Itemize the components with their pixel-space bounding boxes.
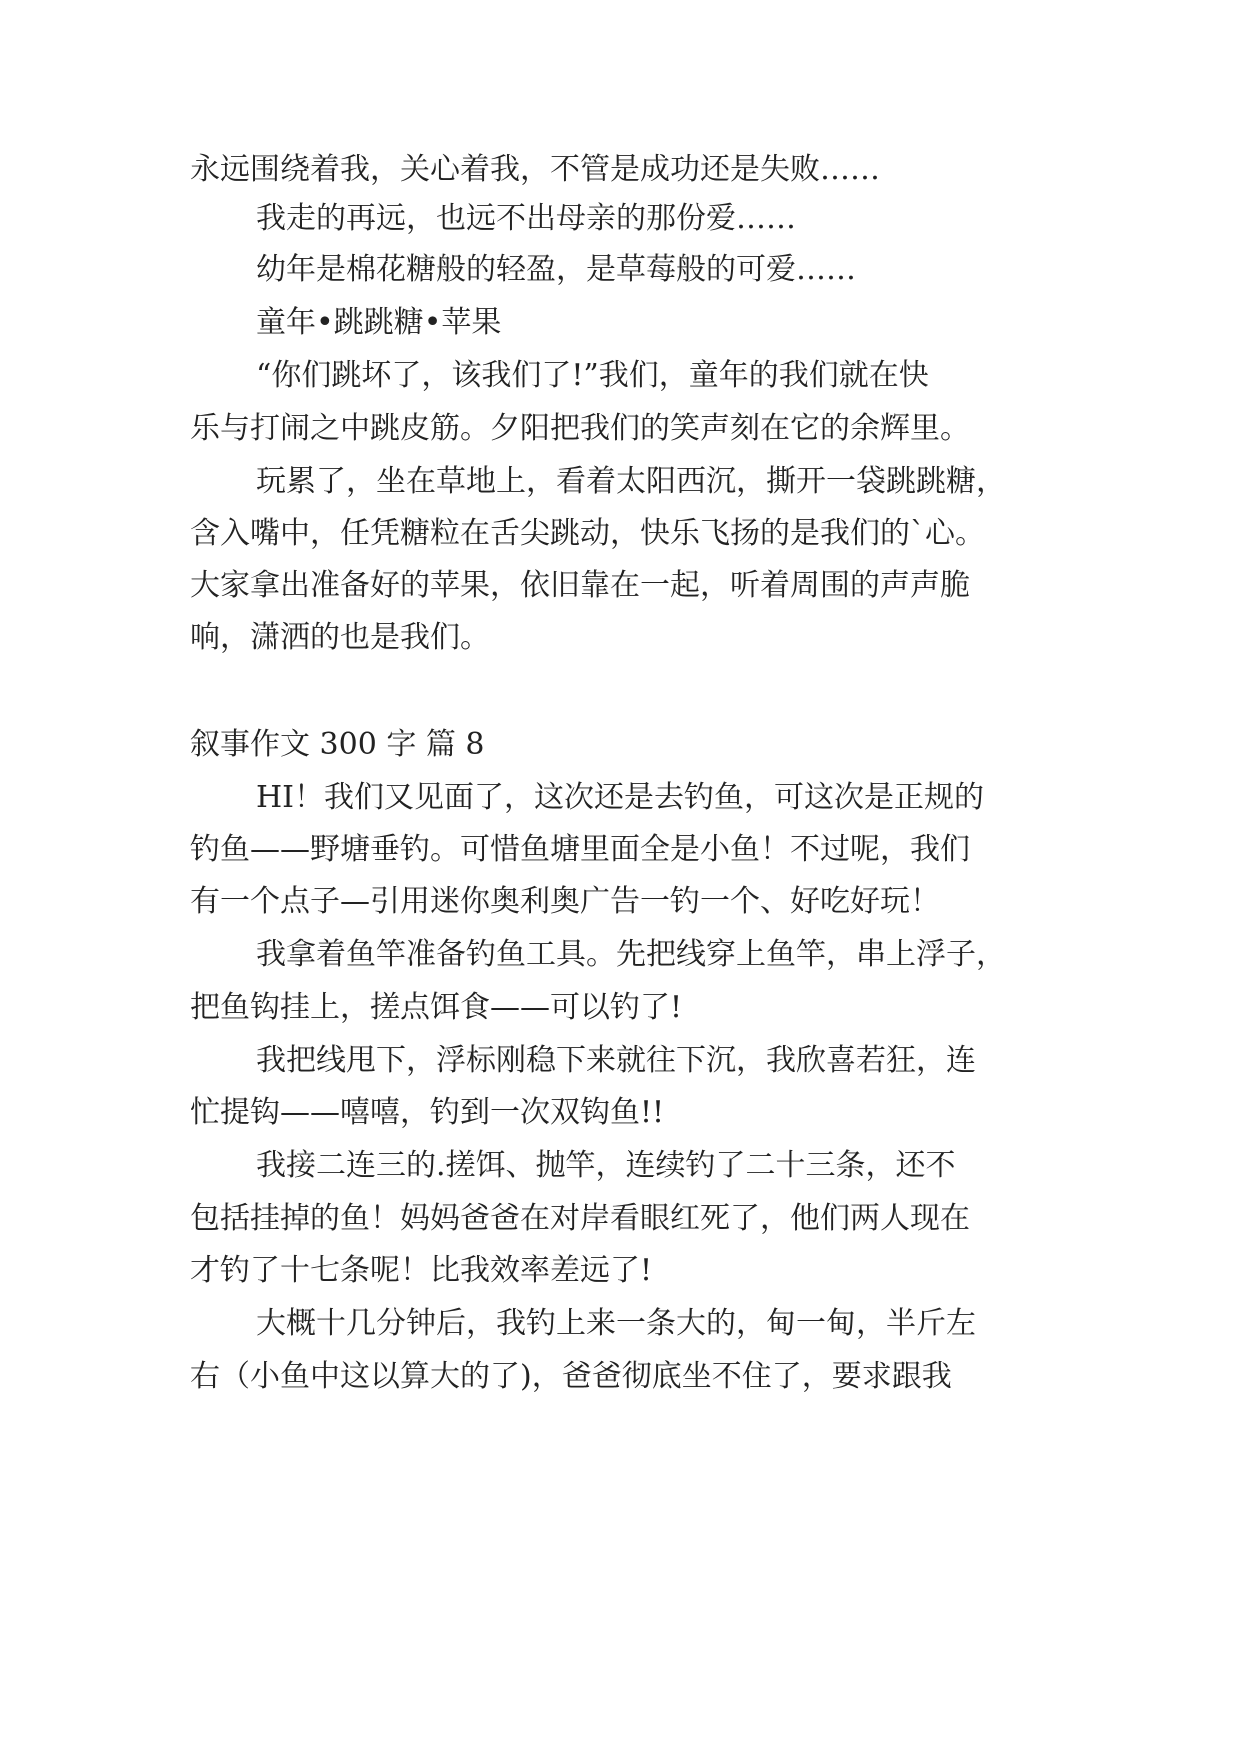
text-line: 我把线甩下，浮标刚稳下来就往下沉，我欣喜若狂，连 <box>256 1043 976 1078</box>
text-line: 响，潇洒的也是我们。 <box>190 620 490 655</box>
text-line: 忙提钩——嘻嘻，钓到一次双钩鱼!! <box>190 1095 665 1130</box>
text-line: 含入嘴中，任凭糖粒在舌尖跳动，快乐飞扬的是我们的`心。 <box>190 516 985 551</box>
text-line: 有一个点子—引用迷你奥利奥广告一钓一个、好吃好玩！ <box>190 884 940 919</box>
text-line: 我拿着鱼竿准备钓鱼工具。先把线穿上鱼竿，串上浮子， <box>256 937 1006 972</box>
text-line: 把鱼钩挂上，搓点饵食——可以钓了! <box>190 990 683 1025</box>
text-line: 大概十几分钟后，我钓上来一条大的，甸一甸，半斤左 <box>256 1306 976 1341</box>
text-line: HI！我们又见面了，这次还是去钓鱼，可这次是正规的 <box>256 780 985 815</box>
text-line: 玩累了，坐在草地上，看着太阳西沉，撕开一袋跳跳糖， <box>256 464 1006 499</box>
text-line: 才钓了十七条呢！比我效率差远了! <box>190 1253 653 1288</box>
text-line: 钓鱼——野塘垂钓。可惜鱼塘里面全是小鱼！不过呢，我们 <box>190 832 970 867</box>
text-line: 右（小鱼中这以算大的了)，爸爸彻底坐不住了，要求跟我 <box>190 1359 952 1394</box>
text-line: 我走的再远，也远不出母亲的那份爱…… <box>256 201 796 236</box>
text-line: 大家拿出准备好的苹果，依旧靠在一起，听着周围的声声脆 <box>190 568 970 603</box>
text-line: 童年•跳跳糖•苹果 <box>256 305 502 340</box>
text-line: 包括挂掉的鱼！妈妈爸爸在对岸看眼红死了，他们两人现在 <box>190 1201 970 1236</box>
text-line: 幼年是棉花糖般的轻盈，是草莓般的可爱…… <box>256 252 856 287</box>
text-line: 乐与打闹之中跳皮筋。夕阳把我们的笑声刻在它的余辉里。 <box>190 411 970 446</box>
text-line: 我接二连三的.搓饵、抛竿，连续钓了二十三条，还不 <box>256 1148 956 1183</box>
text-line: 永远围绕着我，关心着我，不管是成功还是失败…… <box>190 152 880 187</box>
section-heading: 叙事作文 300 字 篇 8 <box>190 727 485 762</box>
text-line: “你们跳坏了，该我们了!”我们，童年的我们就在快 <box>256 358 929 393</box>
